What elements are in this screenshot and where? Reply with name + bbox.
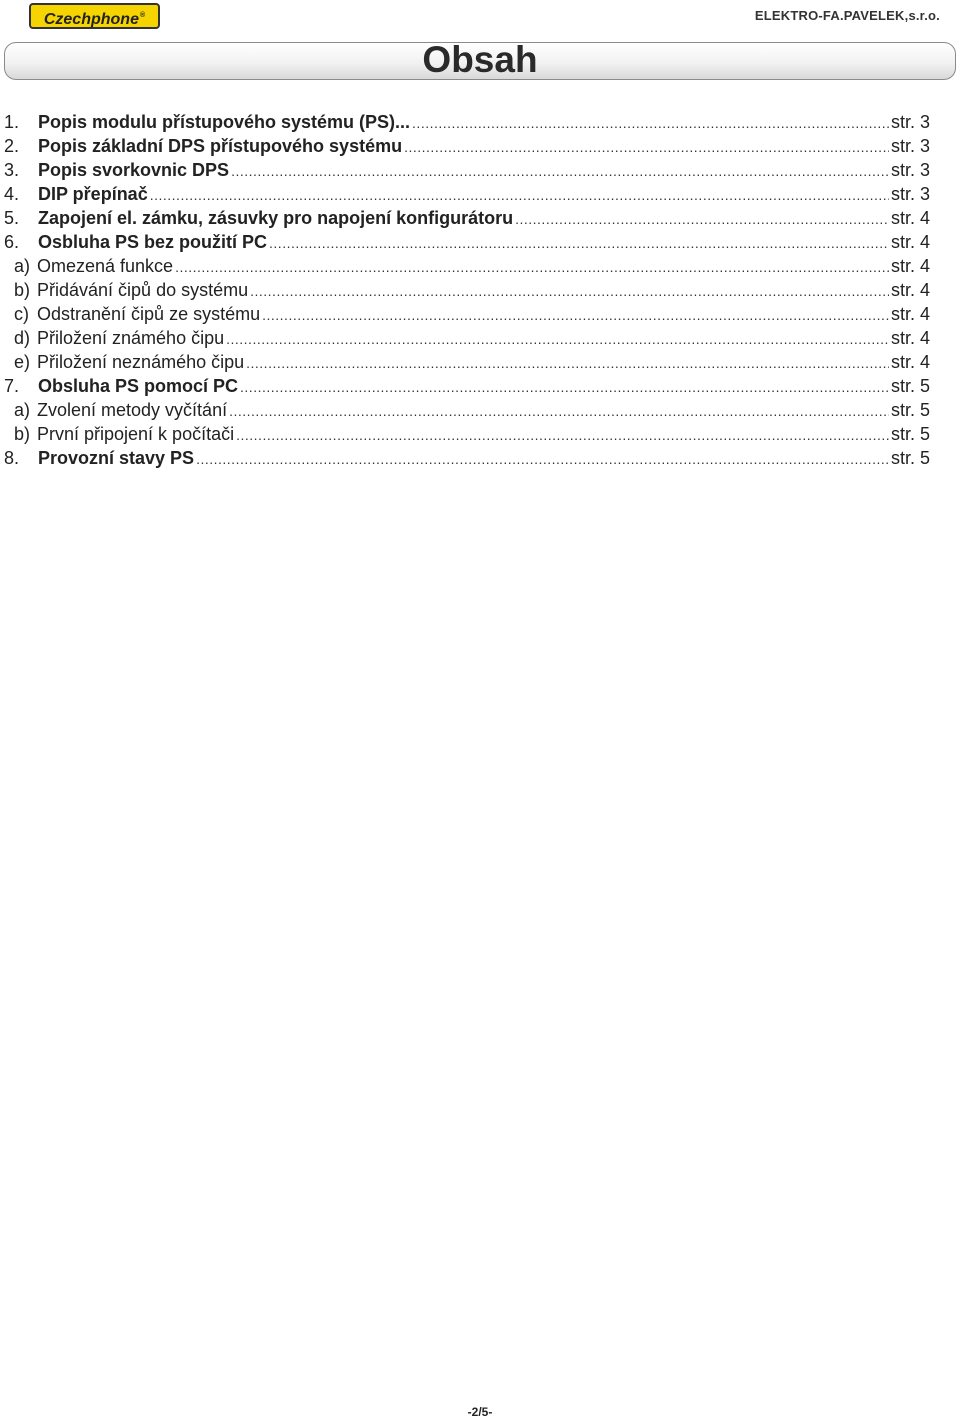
toc-entry-label: Popis základní DPS přístupového systému (38, 136, 403, 156)
company-name: ELEKTRO-FA.PAVELEK,s.r.o. (754, 8, 940, 23)
toc-entry (4, 422, 930, 446)
toc-entry (4, 254, 930, 278)
toc-entry (4, 278, 930, 302)
toc-entry-number: 1. (4, 112, 20, 132)
toc-entry-label: První připojení k počítači (37, 424, 235, 444)
toc-entry-page: str. 5 (890, 448, 930, 468)
toc-entry-page: str. 5 (890, 376, 930, 396)
toc-dot-leader (231, 159, 889, 183)
toc-entry (4, 110, 930, 134)
toc-entry (4, 206, 930, 230)
toc-entry-label: Zvolení metody vyčítání (37, 400, 228, 420)
toc-entry-page: str. 4 (890, 280, 930, 300)
toc-entry-page: str. 4 (890, 208, 930, 228)
toc-dot-leader (246, 351, 889, 375)
toc-entry-label: Provozní stavy PS (38, 448, 195, 468)
toc-entry-number: a) (14, 256, 31, 276)
toc-entry-number: 6. (4, 232, 20, 252)
toc-dot-leader (262, 303, 889, 327)
toc-dot-leader (250, 279, 889, 303)
toc-entry (4, 446, 930, 470)
toc-entry-label: Popis svorkovnic DPS (38, 160, 230, 180)
toc-entry-label: Odstranění čipů ze systému (37, 304, 261, 324)
toc-entry (4, 158, 930, 182)
toc-dot-leader (175, 255, 889, 279)
toc-entry-label: Omezená funkce (37, 256, 174, 276)
toc-entry-number: 5. (4, 208, 20, 228)
toc-entry-label: Přiložení neznámého čipu (37, 352, 245, 372)
toc-entry-number: d) (14, 328, 31, 348)
logo-text: Czechphone (43, 11, 139, 28)
toc-dot-leader (150, 183, 889, 207)
toc-entry-page: str. 3 (890, 112, 930, 132)
toc-entry-number: a) (14, 400, 31, 420)
toc-entry-page: str. 4 (890, 304, 930, 324)
toc-entry-page: str. 3 (890, 184, 930, 204)
table-of-contents (4, 110, 930, 470)
registered-mark: ® (139, 12, 146, 19)
toc-entry-label: Přidávání čipů do systému (37, 280, 249, 300)
toc-entry-label: Obsluha PS pomocí PC (38, 376, 239, 396)
toc-entry-page: str. 3 (890, 136, 930, 156)
toc-entry-page: str. 5 (890, 400, 930, 420)
toc-entry-page: str. 4 (890, 328, 930, 348)
toc-entry-page: str. 4 (890, 256, 930, 276)
toc-entry-label: Zapojení el. zámku, zásuvky pro napojení konfigurátoru (38, 208, 514, 228)
toc-entry-number: 2. (4, 136, 20, 156)
toc-entry-label: Popis modulu přístupového systému (PS)... (38, 112, 411, 132)
page-number: -2/5- (467, 1405, 493, 1419)
toc-entry-number: c) (14, 304, 29, 324)
toc-entry (4, 134, 930, 158)
toc-entry-number: 4. (4, 184, 20, 204)
toc-entry-page: str. 5 (890, 424, 930, 444)
toc-entry-label: Osbluha PS bez použití PC (38, 232, 268, 252)
toc-entry (4, 230, 930, 254)
toc-entry-number: b) (14, 424, 31, 444)
czechphone-logo (29, 3, 160, 29)
toc-entry-label: DIP přepínač (38, 184, 148, 204)
toc-entry-number: e) (14, 352, 31, 372)
toc-entry-number: b) (14, 280, 31, 300)
toc-dot-leader (269, 231, 889, 255)
toc-entry (4, 350, 930, 374)
toc-entry-page: str. 4 (890, 232, 930, 252)
toc-dot-leader (236, 423, 889, 447)
toc-entry (4, 326, 930, 350)
toc-dot-leader (240, 375, 889, 399)
toc-entry (4, 182, 930, 206)
toc-entry-number: 7. (4, 376, 20, 396)
toc-dot-leader (226, 327, 889, 351)
toc-entry-label: Přiložení známého čipu (37, 328, 225, 348)
page-title: Obsah (422, 39, 538, 80)
toc-dot-leader (412, 111, 889, 135)
toc-dot-leader (229, 399, 889, 423)
toc-dot-leader (515, 207, 889, 231)
toc-entry-page: str. 4 (890, 352, 930, 372)
toc-entry-page: str. 3 (890, 160, 930, 180)
toc-entry (4, 374, 930, 398)
toc-dot-leader (196, 447, 889, 471)
toc-dot-leader (404, 135, 889, 159)
toc-entry-number: 3. (4, 160, 20, 180)
toc-entry (4, 302, 930, 326)
toc-entry (4, 398, 930, 422)
toc-entry-number: 8. (4, 448, 20, 468)
